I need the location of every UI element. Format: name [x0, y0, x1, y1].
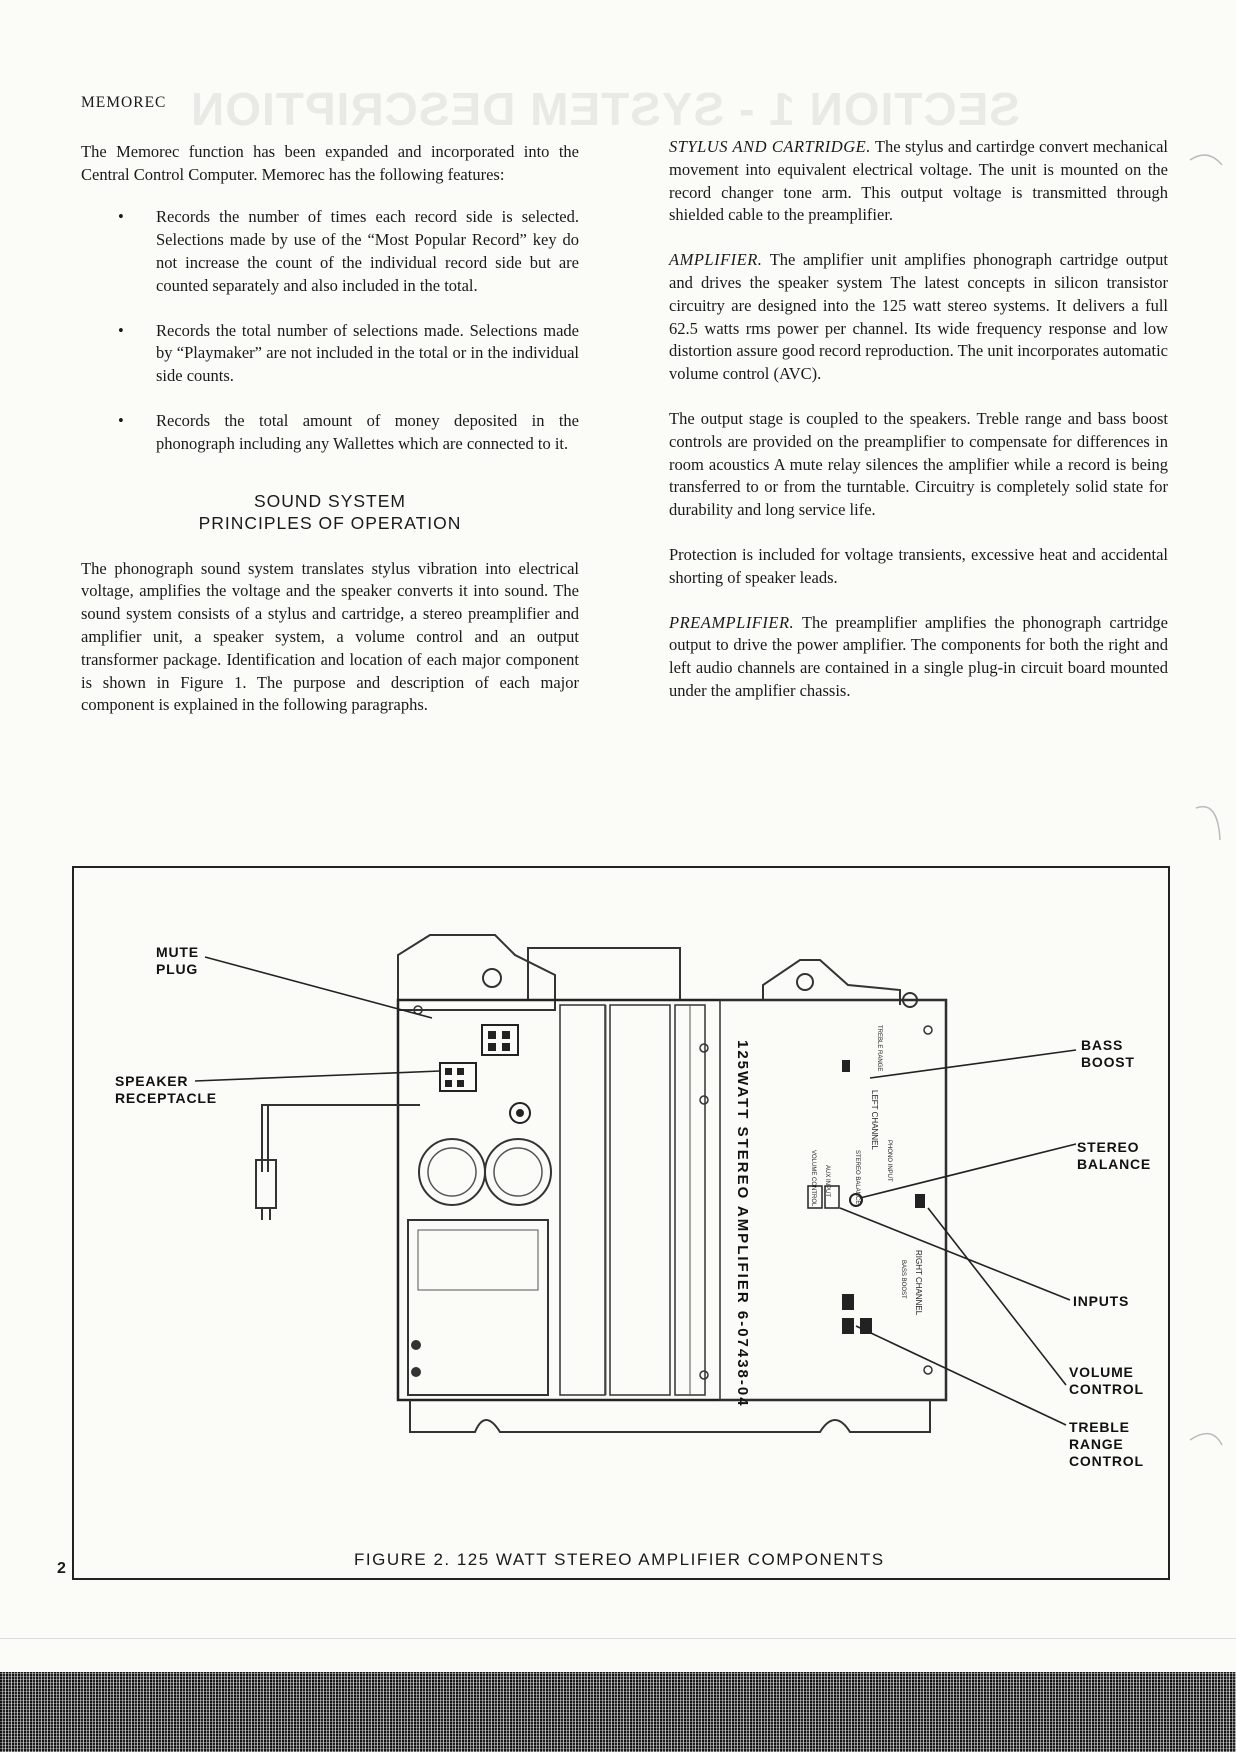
power-cord — [262, 1105, 420, 1172]
memorec-title: MEMOREC — [81, 94, 167, 111]
heat-sink — [560, 1005, 605, 1395]
screw — [411, 1340, 421, 1350]
stereo-balance-callout: STEREO BALANCE — [1077, 1139, 1152, 1172]
volume-connector — [842, 1294, 854, 1310]
scan-noise-overlay — [0, 1672, 1236, 1752]
margin-mark — [1190, 155, 1222, 165]
bullet-icon: • — [118, 207, 124, 227]
amplifier-text: The amplifier unit amplifies phonograph cartridge output and drives the speaker system The latest concepts in silicon transistor circuitry are designed into the 125 watt stereo systems. It delivers a full 62.5 watts rms power per channel. Its wide frequency response and low distortion assure good record reproduction. The unit incorporates automatic volume control (AVC). — [669, 250, 1168, 384]
stereo-balance-small-label: STEREO BALANCE — [854, 1150, 860, 1205]
transformer — [408, 1220, 548, 1395]
chassis-base — [410, 1400, 930, 1432]
bullet-icon: • — [118, 410, 124, 430]
phono-input-small-label: PHONO INPUT — [886, 1140, 892, 1182]
treble-connector — [860, 1318, 872, 1334]
output-stage-paragraph: The output stage is coupled to the speakers. Treble range and bass boost controls are provided on the preamplifier to compensate for differences in room acoustics A mute relay silences the amplifier while a record is being transferred to or from the turntable. Circuitry is completely solid state for durability and long service life. — [669, 408, 1168, 520]
list-item-text: Records the total amount of money deposited in the phonograph including any Wallettes which are connected to it. — [156, 410, 579, 453]
right-channel-label: RIGHT CHANNEL — [914, 1250, 923, 1316]
mount-hole — [483, 969, 501, 987]
transistor-cap — [428, 1148, 476, 1196]
treble-range-small-label: TREBLE RANGE — [876, 1025, 882, 1072]
treble-pot — [842, 1060, 850, 1072]
figure-caption: FIGURE 2. 125 WATT STEREO AMPLIFIER COMPONENTS — [354, 1550, 885, 1569]
stylus-text: The stylus and cartirdge convert mechanical movement into equivalent electrical voltage. The unit is mounted on the record changer tone arm. This output voltage is transmitted through shielded cable to the preamplifier. — [669, 137, 1168, 225]
power-plug — [256, 1160, 276, 1208]
inputs-callout: INPUTS — [1073, 1293, 1130, 1309]
volume-control-small-label: VOLUME CONTROL — [810, 1150, 816, 1207]
page-edge-line — [0, 1638, 1236, 1639]
transistor-cap — [494, 1148, 542, 1196]
aux-input-small-label: AUX INPUT — [824, 1165, 830, 1198]
inputs-leader — [840, 1208, 1070, 1300]
speaker-receptacle-leader — [195, 1071, 440, 1081]
heading-line-1: SOUND SYSTEM — [253, 490, 407, 511]
list-item-text: Records the number of times each record side is selected. Selections made by use of the “Most Popular Record” key do not increase the count of the individual record side but are counted separately and also included in the total. — [156, 207, 579, 295]
stylus-label: STYLUS AND CARTRIDGE. — [669, 137, 871, 156]
page-number: 2 — [57, 1560, 66, 1577]
circuit-board — [720, 1000, 946, 1400]
treble-range-leader — [856, 1326, 1066, 1425]
protection-paragraph: Protection is included for voltage transients, excessive heat and accidental shorting of speaker leads. — [669, 544, 1168, 587]
right-mounting-bracket — [763, 960, 900, 1005]
heading-line-2: PRINCIPLES OF OPERATION — [198, 512, 462, 533]
speaker-receptacle-callout: SPEAKER RECEPTACLE — [115, 1073, 217, 1106]
amplifier-label: AMPLIFIER. — [669, 250, 763, 270]
transformer-core — [418, 1230, 538, 1290]
amplifier-chassis — [398, 1000, 946, 1400]
screw — [411, 1367, 421, 1377]
memorec-intro: The Memorec function has been expanded and incorporated into the Central Control Computer. Memorec has the following features: — [81, 141, 579, 184]
preamplifier-text: The preamplifier amplifies the phonograph cartridge output to drive the power amplifier. The components for both the right and left audio channels are contained in a single plug-in circuit board mounted under the amplifier chassis. — [669, 612, 1168, 700]
preamplifier-label: PREAMPLIFIER. — [669, 612, 795, 632]
board-label: 125WATT STEREO AMPLIFIER 6-07438-04 — [734, 1040, 751, 1408]
volume-control-callout: VOLUME CONTROL — [1069, 1364, 1144, 1397]
margin-mark — [1196, 807, 1220, 840]
power-transistor — [485, 1139, 551, 1205]
mount-hole — [797, 974, 813, 990]
sound-system-paragraph: The phonograph sound system translates stylus vibration into electrical voltage, amplifies the voltage and the speaker converts it into sound. The sound system consists of a stylus and cartridge, a stereo preamplifier and amplifier unit, a speaker system, a volume control and an output transformer package. Identification and location of each major component is shown in Figure 1. The purpose and description of each major component is explained in the following paragraphs. — [81, 558, 579, 715]
mute-plug-callout: MUTE PLUG — [156, 944, 199, 977]
treble-range-control-callout: TREBLE RANGE CONTROL — [1069, 1419, 1144, 1469]
volume-control-leader — [928, 1208, 1066, 1385]
margin-mark — [1190, 1434, 1222, 1445]
bleed-through-heading: SECTION 1 - SYSTEM DESCRIPTION — [190, 83, 1020, 135]
mute-plug-connector — [482, 1025, 518, 1055]
balance-connector — [915, 1194, 925, 1208]
heat-sink — [610, 1005, 670, 1395]
list-item-text: Records the total number of selections made. Selections made by “Playmaker” are not included in the total or in the individual side counts. — [156, 320, 579, 386]
bass-boost-callout: BASS BOOST — [1081, 1037, 1135, 1070]
volume-connector — [842, 1318, 854, 1334]
bass-boost-leader — [870, 1050, 1076, 1078]
bullet-icon: • — [118, 320, 124, 340]
left-channel-label: LEFT CHANNEL — [870, 1090, 879, 1150]
power-transistor — [419, 1139, 485, 1205]
bass-boost-small-label: BASS BOOST — [900, 1260, 906, 1299]
